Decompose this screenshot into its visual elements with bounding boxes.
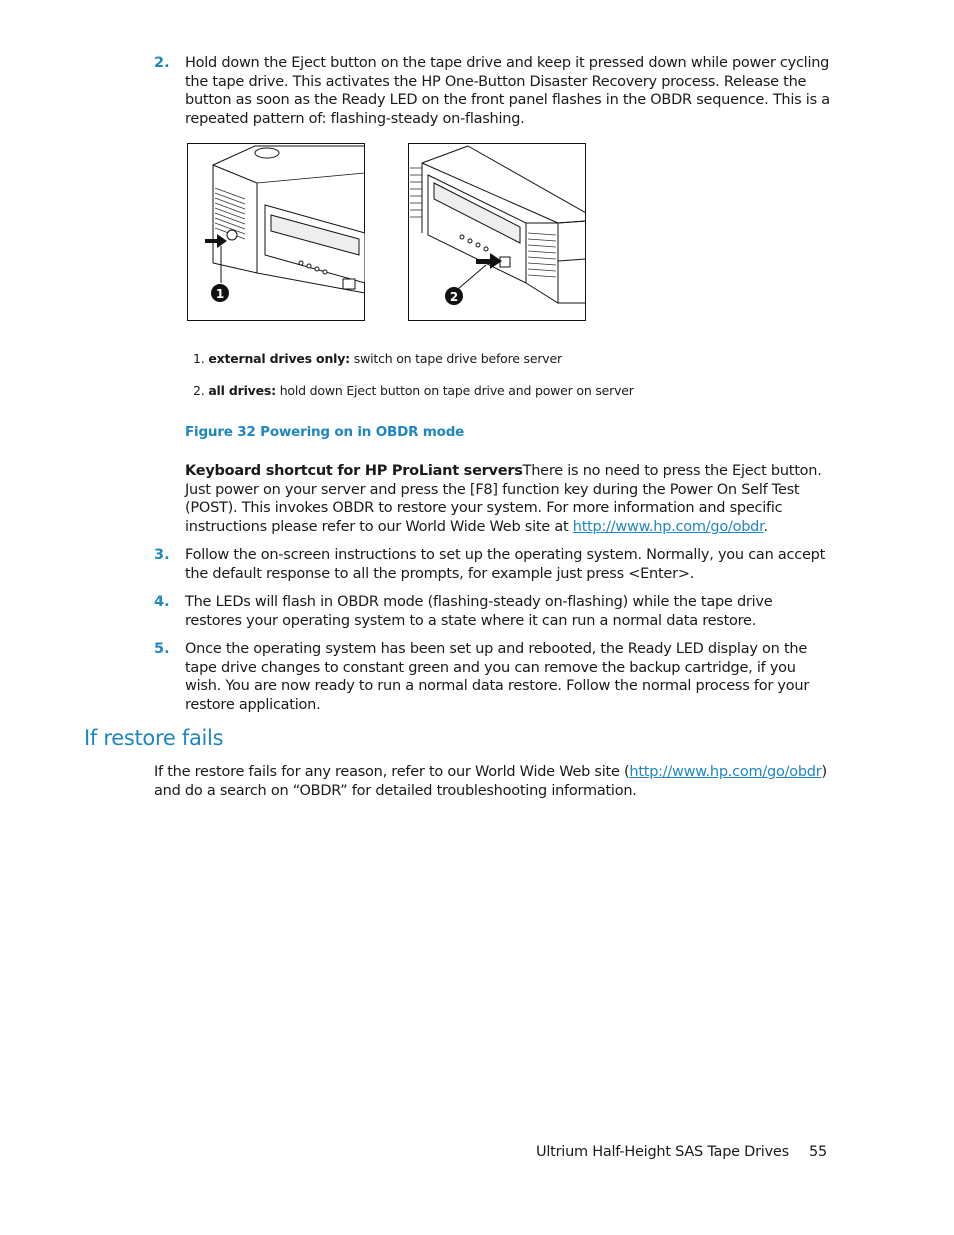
restore-text-after: ) and do a search on “OBDR” for detailed troubleshooting information. — [154, 764, 827, 799]
section-title: If restore fails — [84, 726, 224, 750]
figure-caption: Figure 32 Powering on in OBDR mode — [185, 424, 465, 440]
step-number: 4. — [154, 594, 170, 610]
step-number: 2. — [154, 55, 170, 71]
legend-number: 1. — [193, 351, 205, 366]
step-text: Follow the on-screen instructions to set up the operating system. Normally, you can accept the default response to all the prompts, for example just press <Enter>. — [185, 547, 826, 582]
legend-label: all drives: — [208, 383, 276, 398]
legend-label: external drives only: — [208, 351, 350, 366]
figure-panel-external-drive — [187, 143, 365, 321]
callout-label-2: 2 — [449, 290, 459, 304]
step-text: Hold down the Eject button on the tape drive and keep it pressed down while power cycling the tape drive. This activates the HP One-Button Disaster Recovery process. Release the button as soon as the Ready LED on the front panel flashes in the OBDR sequence. This is a repeated pattern of: flashing-steady on-flashing. — [185, 55, 830, 128]
legend-text: switch on tape drive before server — [349, 351, 562, 366]
step-text: The LEDs will flash in OBDR mode (flashing-steady on-flashing) while the tape drive restores your operating system to a state where it can run a normal data restore. — [185, 594, 773, 629]
callout-label-1: 1 — [215, 287, 225, 301]
shortcut-paragraph — [185, 462, 830, 537]
step-number: 3. — [154, 547, 170, 563]
shortcut-text: There is no need to press the Eject button. Just power on your server and press the [F8] function key during the Power On Self Test (POST). This invokes OBDR to restore your system. For more information and specific instructions please refer to our World Wide Web site at — [185, 463, 822, 536]
figure-legend-item — [193, 351, 562, 367]
step-text: Once the operating system has been set up and rebooted, the Ready LED display on the tape drive changes to constant green and you can remove the backup cartridge, if you wish. You are now ready to run a normal data restore. Follow the normal process for your restore application. — [185, 641, 810, 714]
page-number: 55 — [809, 1144, 827, 1160]
legend-text: hold down Eject button on tape drive and power on server — [275, 383, 634, 398]
shortcut-end: . — [763, 519, 768, 536]
tape-drive-illustration-1 — [187, 143, 365, 321]
restore-paragraph — [154, 763, 834, 800]
tape-drive-illustration-2 — [408, 143, 586, 321]
figure-legend-item — [193, 383, 634, 399]
figure-panel-all-drives — [408, 143, 586, 321]
step-number: 5. — [154, 641, 170, 657]
shortcut-label: Keyboard shortcut for HP ProLiant servers — [185, 463, 523, 479]
restore-text-before: If the restore fails for any reason, refer to our World Wide Web site ( — [154, 764, 630, 780]
obdr-link[interactable]: http://www.hp.com/go/obdr — [629, 764, 822, 780]
obdr-link[interactable]: http://www.hp.com/go/obdr — [572, 519, 764, 536]
footer-title: Ultrium Half-Height SAS Tape Drives — [536, 1144, 789, 1160]
legend-number: 2. — [193, 383, 205, 398]
